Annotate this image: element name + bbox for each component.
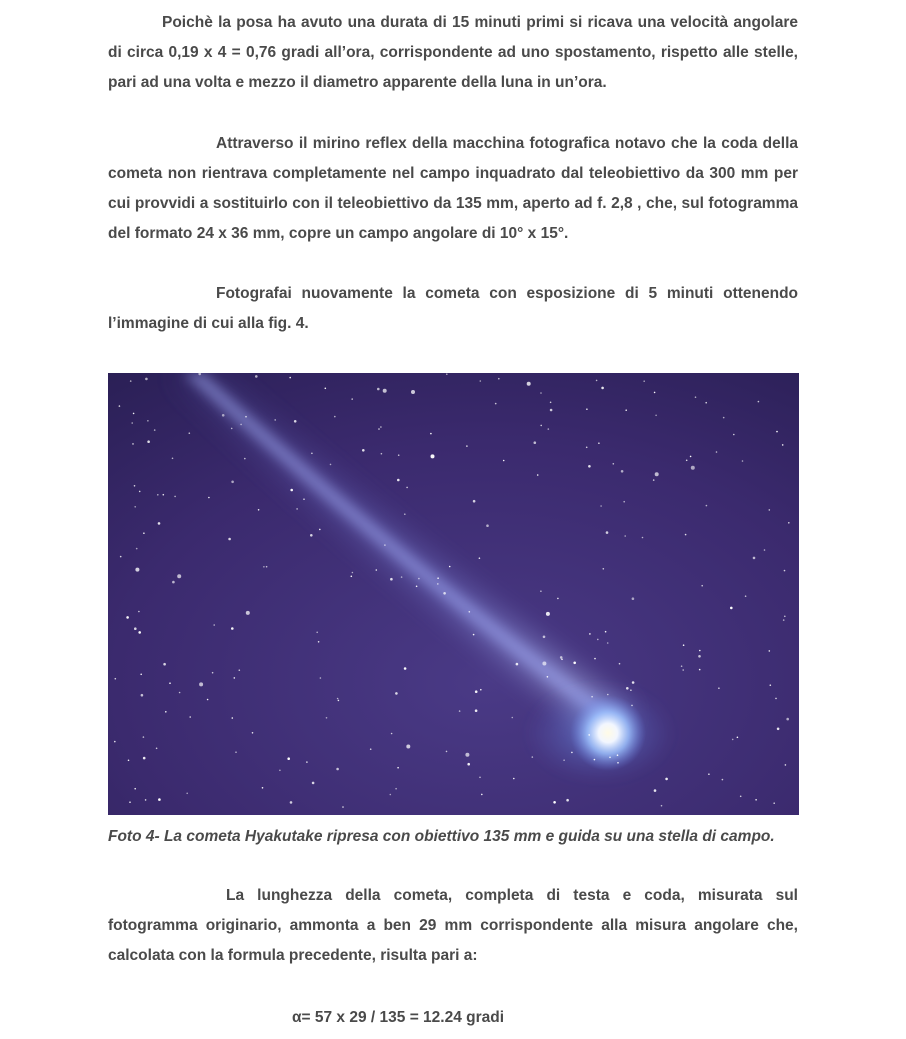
comet-photo — [108, 373, 799, 815]
paragraph-viewfinder: Attraverso il mirino reflex della macchina fotografica notavo che la coda della cometa non rientrava completamente nel campo inquadrato dal teleobiettivo da 300 mm per cui provvidi a sostituirlo con il teleobiettivo da 135 mm, aperto ad f. 2,8 , che, sul fotogramma del formato 24 x 36 mm, copre un campo angolare di 10° x 15°. — [108, 135, 798, 242]
paragraph-exposure: Poichè la posa ha avuto una durata di 15 minuti primi si ricava una velocità angolare di circa 0,19 x 4 = 0,76 gradi all’ora, corrispondente ad uno spostamento, rispetto alle stelle, pari ad una volta e mezzo il diametro apparente della luna in un’ora. — [108, 14, 798, 91]
paragraph-comet-length: La lunghezza della cometa, completa di testa e coda, misurata sul fotogramma originario, ammonta a ben 29 mm corrispondente alla misura angolare che, calcolata con la formula precedente, risulta pari a: — [108, 887, 798, 964]
photo-caption: Foto 4- La cometa Hyakutake ripresa con obiettivo 135 mm e guida su una stella di campo. — [108, 828, 775, 845]
paragraph-new-photo: Fotografai nuovamente la cometa con esposizione di 5 minuti ottenendo l’immagine di cui alla fig. 4. — [108, 285, 798, 332]
formula: α= 57 x 29 / 135 = 12.24 gradi — [292, 1009, 505, 1026]
